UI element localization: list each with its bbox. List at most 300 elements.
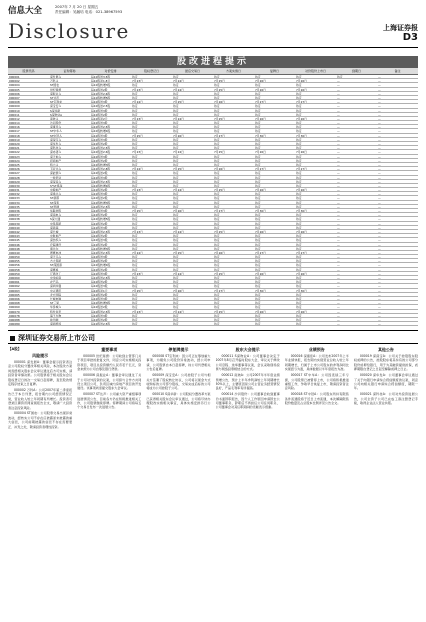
table-cell: 待定: [296, 108, 302, 112]
table-cell: 待定: [173, 301, 179, 305]
table-cell: 7月26日: [296, 188, 307, 192]
table-cell: 待定: [214, 179, 220, 183]
newspaper-name: 上海证券报: [383, 24, 418, 32]
table-cell: —: [378, 162, 381, 167]
table-cell: 7月26日: [255, 229, 266, 234]
table-cell: 每10股送2.5股: [91, 229, 111, 234]
table-cell: 待定: [255, 75, 261, 79]
table-cell: 待定: [173, 108, 179, 112]
table-cell: 7月24日: [173, 309, 184, 313]
table-cell: —: [378, 116, 381, 121]
table-cell: 待定: [173, 175, 179, 179]
table-cell: 7月27日: [296, 250, 307, 255]
table-cell: 7月27日: [255, 100, 266, 104]
table-cell: 每10股送3股: [91, 175, 108, 179]
table-cell: 待定: [132, 217, 138, 221]
table-cell: 000062: [9, 284, 20, 288]
table-cell: 待定: [132, 242, 138, 246]
table-cell: —: [378, 196, 381, 200]
page-number: D3: [402, 32, 418, 43]
table-cell: 待定: [173, 83, 179, 87]
table-cell: 待定: [173, 196, 179, 200]
table-cell: 000001: [9, 75, 20, 79]
table-cell: 待定: [255, 276, 261, 280]
table-cell: 待定: [255, 313, 261, 317]
table-cell: 待定: [255, 292, 261, 296]
table-cell: 待定: [296, 129, 302, 133]
table-cell: 待定: [132, 263, 138, 267]
table-cell: 000066: [9, 296, 20, 301]
table-cell: 每10股送2股: [91, 112, 108, 116]
table-cell: 待定: [214, 91, 220, 95]
table-cell: 7月26日: [296, 271, 307, 275]
table-cell: 7月26日: [173, 133, 184, 137]
table-cell: 待定: [214, 121, 220, 125]
column-header: 股权登记日: [143, 69, 159, 73]
column-header: 对价股份上市日: [304, 69, 326, 73]
table-cell: —: [337, 280, 340, 284]
table-cell: 000032: [9, 192, 20, 196]
table-cell: 000004: [9, 83, 20, 87]
table-cell: 待定: [214, 296, 220, 301]
table-cell: 待定: [132, 112, 138, 116]
table-cell: 7月30日: [296, 288, 307, 292]
table-cell: 7月25日: [173, 250, 184, 255]
table-cell: 待定: [132, 255, 138, 259]
table-cell: 每10股送3股: [91, 121, 108, 125]
table-cell: 待定: [173, 200, 179, 204]
table-cell: 待定: [296, 292, 302, 296]
table-cell: —: [337, 276, 340, 280]
table-cell: 000065: [9, 292, 20, 296]
column-header: 备注: [394, 69, 401, 73]
notice-section: [8, 330, 419, 429]
table-cell: 待定: [132, 225, 138, 229]
table-cell: 每10股转增4股: [91, 263, 111, 267]
table-cell: 待定: [214, 242, 220, 246]
table-cell: 000050: [9, 255, 20, 259]
table-cell: 待定: [296, 259, 302, 263]
table-cell: 待定: [296, 204, 302, 208]
table-cell: 待定: [255, 204, 261, 208]
table-cell: 待定: [173, 104, 179, 108]
table-cell: 待定: [173, 142, 179, 146]
table-cell: —: [337, 129, 340, 133]
table-cell: 7月26日: [296, 87, 307, 91]
table-cell: 000088: [9, 317, 20, 322]
table-cell: 7月24日: [173, 188, 184, 192]
table-cell: 待定: [296, 95, 302, 100]
table-cell: 待定: [214, 234, 220, 238]
table-cell: 000043: [9, 234, 20, 238]
table-cell: —: [337, 234, 340, 238]
table-cell: 待定: [132, 301, 138, 305]
table-cell: —: [337, 225, 340, 229]
table-cell: —: [337, 196, 340, 200]
table-cell: ST中华Ａ: [50, 129, 62, 133]
table-cell: 000060: [9, 276, 20, 280]
table-cell: 7月25日: [214, 116, 225, 121]
table-cell: 每10股送3股: [91, 225, 108, 229]
table-cell: 深发展Ａ: [50, 75, 62, 79]
table-cell: —: [378, 322, 381, 326]
table-cell: 每10股派1.8元: [91, 79, 111, 83]
table-cell: 000014: [9, 121, 20, 125]
article-paragraph: 000002 万科A：公司2007年第二季度报告已于本日刊登，报告期内公司经营情况正常，营业收入较上年同期有所增长。投资者可登录巨潮资讯网查阅报告全文，敬请广大投资者注意投资风险。: [8, 387, 73, 410]
table-cell: —: [337, 271, 340, 275]
table-cell: 深科技Ａ: [50, 146, 62, 150]
table-cell: —: [378, 133, 381, 137]
table-cell: 000027: [9, 171, 20, 175]
table-cell: 待定: [255, 213, 261, 217]
table-cell: 待定: [214, 255, 220, 259]
table-cell: —: [378, 280, 381, 284]
table-cell: —: [378, 112, 381, 116]
table-cell: 7月27日: [255, 250, 266, 255]
table-cell: 7月26日: [255, 188, 266, 192]
table-cell: 待定: [173, 255, 179, 259]
table-cell: 待定: [255, 137, 261, 141]
section-heading: 重要事项: [101, 347, 118, 352]
table-cell: 待定: [255, 125, 261, 129]
table-cell: 每10股转增3股: [91, 246, 111, 250]
table-cell: 每10股转增4股: [91, 129, 111, 133]
article-paragraph: 000012 南玻A：公司2007年半年度业绩预增公告，预计上半年净利润较上年同期增长50%以上，主要原因是公司主营业务经营情况良好，产品毛利率有所提高。: [215, 373, 280, 391]
table-cell: —: [378, 305, 381, 309]
table-cell: 待定: [255, 242, 261, 246]
table-cell: —: [337, 108, 340, 112]
table-cell: 待定: [214, 267, 220, 271]
table-cell: 待定: [173, 313, 179, 317]
table-cell: 000028: [9, 175, 20, 179]
article-column-2: [77, 346, 141, 608]
table-cell: 待定: [296, 162, 302, 167]
table-cell: 沙河股份: [50, 121, 62, 125]
brand-title: 信息大全: [8, 6, 43, 16]
table-cell: 每10股送2股: [91, 259, 108, 263]
table-cell: 待定: [296, 171, 302, 175]
table-cell: 待定: [255, 129, 261, 133]
table-cell: —: [337, 91, 340, 95]
table-cell: —: [337, 171, 340, 175]
table-cell: 7月25日: [132, 288, 143, 292]
table-cell: 待定: [214, 154, 220, 158]
article-paragraph: 000020 深华发A：公司董事会审议通过了关于向银行申请综合授信额度的议案，同意公司向相关银行申请综合授信额度，期限一年。: [353, 373, 419, 391]
table-cell: 待定: [255, 183, 261, 188]
table-cell: 待定: [296, 317, 302, 322]
table-cell: 待定: [173, 213, 179, 217]
table-cell: 深桑达Ａ: [50, 192, 62, 196]
table-cell: 7月26日: [296, 150, 307, 154]
table-cell: 待定: [255, 158, 261, 162]
table-cell: —: [378, 158, 381, 162]
table-cell: 深南电Ａ: [50, 213, 62, 217]
table-cell: 待定: [173, 192, 179, 196]
square-bullet-icon: [10, 336, 15, 341]
table-cell: 待定: [255, 196, 261, 200]
table-cell: 待定: [255, 259, 261, 263]
table-cell: S深大通: [50, 217, 61, 221]
table-cell: —: [378, 129, 381, 133]
table-cell: 待定: [255, 142, 261, 146]
table-cell: 000040: [9, 225, 20, 229]
table-cell: 000019: [9, 137, 20, 141]
table-cell: 7月23日: [132, 87, 143, 91]
table-cell: 待定: [296, 146, 302, 150]
article-paragraph: 000010 S深华新：公司股权分置改革方案已获得相关股东会议审议通过，公司将尽快办理股改实施相关事宜，具体实施安排另行公告。: [146, 392, 211, 410]
table-cell: 000055: [9, 259, 20, 263]
table-cell: 待定: [214, 225, 220, 229]
table-cell: 待定: [255, 112, 261, 116]
table-header-row: [8, 68, 418, 75]
table-cell: 待定: [296, 276, 302, 280]
table-cell: 7月25日: [214, 188, 225, 192]
table-cell: 每10股转增3股: [91, 83, 111, 87]
column-header: 对价安排: [104, 69, 117, 73]
table-cell: 000016: [9, 125, 20, 129]
table-cell: 待定: [214, 129, 220, 133]
table-cell: 待定: [255, 305, 261, 309]
table-cell: 每10股送3股: [91, 238, 108, 242]
table-cell: 待定: [214, 217, 220, 221]
table-cell: —: [378, 301, 381, 305]
table-cell: 000018: [9, 133, 20, 137]
table-cell: 深深宝Ａ: [50, 137, 62, 141]
table-cell: 每10股送3股: [91, 209, 108, 213]
table-cell: 待定: [132, 137, 138, 141]
table-cell: 待定: [296, 313, 302, 317]
table-cell: 待定: [132, 280, 138, 284]
table-cell: 000002: [9, 79, 20, 83]
table-cell: —: [378, 150, 381, 154]
table-cell: 待定: [255, 108, 261, 112]
table-body: [8, 75, 418, 339]
table-cell: 待定: [255, 200, 261, 204]
table-cell: 待定: [296, 158, 302, 162]
table-cell: 000058: [9, 267, 20, 271]
table-cell: —: [337, 112, 340, 116]
table-cell: 待定: [214, 276, 220, 280]
table-cell: 待定: [296, 83, 302, 87]
table-cell: 7月26日: [214, 250, 225, 255]
table-cell: 待定: [255, 280, 261, 284]
table-cell: 待定: [214, 192, 220, 196]
table-cell: 待定: [173, 267, 179, 271]
table-cell: 000006: [9, 91, 20, 95]
table-cell: 中金岭南: [50, 276, 62, 280]
table-cell: 000012: [9, 116, 20, 121]
table-cell: 每10股转增3股: [91, 200, 111, 204]
table-cell: 每10股送2股: [91, 142, 108, 146]
table-cell: —: [337, 267, 340, 271]
table-cell: 深赛格: [50, 267, 59, 271]
table-cell: 世纪星源: [50, 87, 62, 91]
table-cell: —: [337, 116, 340, 121]
table-cell: 000034: [9, 200, 20, 204]
table-cell: —: [337, 137, 340, 141]
article-paragraph: 000008 ST宝利来：因公司正在筹划重大事项，为避免公司股价异常波动，经公司申请，公司股票自本日起停牌，待公司刊登相关公告后复牌。: [146, 354, 211, 372]
table-cell: —: [337, 133, 340, 137]
column-header: 证券简称: [63, 69, 76, 73]
table-cell: —: [378, 225, 381, 229]
table-cell: 000089: [9, 322, 20, 326]
table-cell: —: [337, 167, 340, 171]
table-cell: 待定: [214, 75, 220, 79]
table-cell: 待定: [296, 246, 302, 250]
table-cell: 深振业Ａ: [50, 91, 62, 95]
table-cell: —: [337, 221, 340, 225]
table-cell: —: [337, 313, 340, 317]
table-cell: 每10股送3股: [91, 192, 108, 196]
table-cell: 000035: [9, 204, 20, 208]
table-cell: S深物业A: [50, 112, 63, 116]
table-cell: S*ST盛润: [50, 183, 63, 188]
table-cell: 待定: [255, 284, 261, 288]
table-cell: —: [337, 154, 340, 158]
table-cell: 待定: [173, 183, 179, 188]
table-cell: 待定: [214, 200, 220, 204]
table-cell: 深天马Ａ: [50, 255, 62, 259]
table-cell: 000069: [9, 305, 20, 309]
table-cell: 待定: [296, 255, 302, 259]
table-cell: 待定: [214, 158, 220, 162]
table-cell: 7月30日: [296, 133, 307, 137]
table-cell: 待定: [255, 317, 261, 322]
table-cell: 待定: [173, 238, 179, 242]
table-cell: —: [337, 100, 340, 104]
table-cell: 每10股送3股: [91, 255, 108, 259]
table-cell: 待定: [173, 221, 179, 225]
table-cell: 待定: [173, 146, 179, 150]
table-cell: 深圳华强: [50, 284, 62, 288]
table-cell: 000045: [9, 238, 20, 242]
table-cell: 待定: [132, 183, 138, 188]
table-cell: —: [337, 188, 340, 192]
table-cell: 每10股送2.5股: [91, 309, 111, 313]
table-cell: —: [337, 125, 340, 129]
article-paragraph: 000018 ST中冠A：公司股东所持有限售条件流通股将于近日上市流通，本次解除限售股份数量及占总股本比例详见公告全文。: [284, 392, 349, 406]
table-cell: 000008: [9, 100, 20, 104]
section-heading: 风险提示: [32, 353, 49, 358]
table-cell: 每10股送2.5股: [91, 104, 111, 108]
table-cell: —: [378, 271, 381, 275]
table-cell: 待定: [255, 217, 261, 221]
table-cell: 000049: [9, 250, 20, 255]
table-cell: —: [378, 171, 381, 175]
table-cell: —: [337, 175, 340, 179]
table-cell: 000022: [9, 150, 20, 154]
table-cell: ST中冠Ａ: [50, 133, 62, 137]
table-cell: 000039: [9, 221, 20, 225]
table-cell: —: [378, 108, 381, 112]
table-cell: 待定: [296, 213, 302, 217]
table-cell: —: [337, 259, 340, 263]
table-cell: —: [378, 309, 381, 313]
table-cell: 000048: [9, 246, 20, 250]
table-cell: 待定: [132, 121, 138, 125]
table-cell: —: [337, 146, 340, 150]
table-cell: 000023: [9, 154, 20, 158]
article-paragraph: 000011 S深物业A：公司董事会决定于2007年8月召开临时股东大会，审议关于修改公司章程、选举董事等议案，会议采取现场投票与网络投票相结合的方式。: [215, 354, 280, 372]
table-cell: ST科健: [50, 204, 60, 208]
table-cell: 待定: [255, 83, 261, 87]
table-cell: 7月26日: [255, 309, 266, 313]
table-cell: 待定: [255, 221, 261, 225]
table-cell: 华联控股: [50, 209, 62, 213]
table-cell: 待定: [214, 238, 220, 242]
table-cell: 待定: [132, 75, 138, 79]
table-cell: 特力Ａ: [50, 162, 59, 167]
section-heading: 停复牌提示: [168, 347, 189, 352]
article-column-5: [285, 346, 349, 608]
table-cell: 待定: [173, 129, 179, 133]
table-cell: —: [337, 242, 340, 246]
table-cell: 待定: [255, 121, 261, 125]
table-cell: 每10股送2股: [91, 305, 108, 309]
table-cell: 000021: [9, 146, 20, 150]
table-cell: 待定: [173, 263, 179, 267]
table-cell: 每10股送2股: [91, 213, 108, 217]
article-paragraph: 000001 深发展A：董事会提示投资者注意公司股权分置改革相关风险，本次股改方案尚需经相关股东会议审议通过后方可实施，请投资者审慎决策。公司股票将于相关股东会议股权登记日的次一交易日起停牌，直至股改规定程序结束之日复牌。: [8, 360, 73, 387]
table-cell: 每10股送3股: [91, 108, 108, 112]
table-cell: 每10股送2股: [91, 221, 108, 225]
table-cell: 方大集团: [50, 259, 62, 263]
table-cell: 深鸿基: [50, 225, 59, 229]
table-cell: 7月30日: [255, 288, 266, 292]
table-cell: 每10股转增5股: [91, 95, 111, 100]
table-cell: 待定: [132, 292, 138, 296]
table-cell: 待定: [132, 246, 138, 250]
table-cell: —: [337, 238, 340, 242]
table-cell: 7月24日: [173, 87, 184, 91]
table-cell: 待定: [214, 284, 220, 288]
table-cell: 000029: [9, 179, 20, 183]
table-cell: 招商地产: [50, 158, 62, 162]
table-cell: 待定: [132, 313, 138, 317]
table-cell: 000030: [9, 183, 20, 188]
share-reform-table: [8, 56, 418, 339]
table-cell: —: [378, 276, 381, 280]
table-cell: 000007: [9, 95, 20, 100]
table-cell: ST国农: [50, 83, 60, 87]
table-cell: 泛海建设: [50, 242, 62, 246]
table-cell: —: [378, 213, 381, 217]
table-cell: 待定: [132, 91, 138, 95]
table-cell: 7月30日: [296, 209, 307, 213]
table-cell: 待定: [255, 234, 261, 238]
table-cell: 待定: [132, 83, 138, 87]
table-cell: 待定: [132, 179, 138, 183]
table-cell: 待定: [214, 175, 220, 179]
table-cell: —: [337, 288, 340, 292]
table-cell: 待定: [255, 91, 261, 95]
table-cell: 待定: [173, 242, 179, 246]
table-cell: 待定: [173, 171, 179, 175]
table-cell: 待定: [173, 95, 179, 100]
table-cell: 待定: [132, 95, 138, 100]
table-cell: 待定: [214, 204, 220, 208]
table-cell: 待定: [173, 112, 179, 116]
table-cell: —: [337, 158, 340, 162]
table-cell: —: [337, 121, 340, 125]
table-cell: 待定: [132, 317, 138, 322]
table-cell: 每10股送3股: [91, 100, 108, 104]
table-cell: —: [378, 188, 381, 192]
table-cell: 每10股送2股: [91, 171, 108, 175]
table-cell: 待定: [296, 296, 302, 301]
table-cell: 000025: [9, 162, 20, 167]
table-cell: —: [378, 142, 381, 146]
